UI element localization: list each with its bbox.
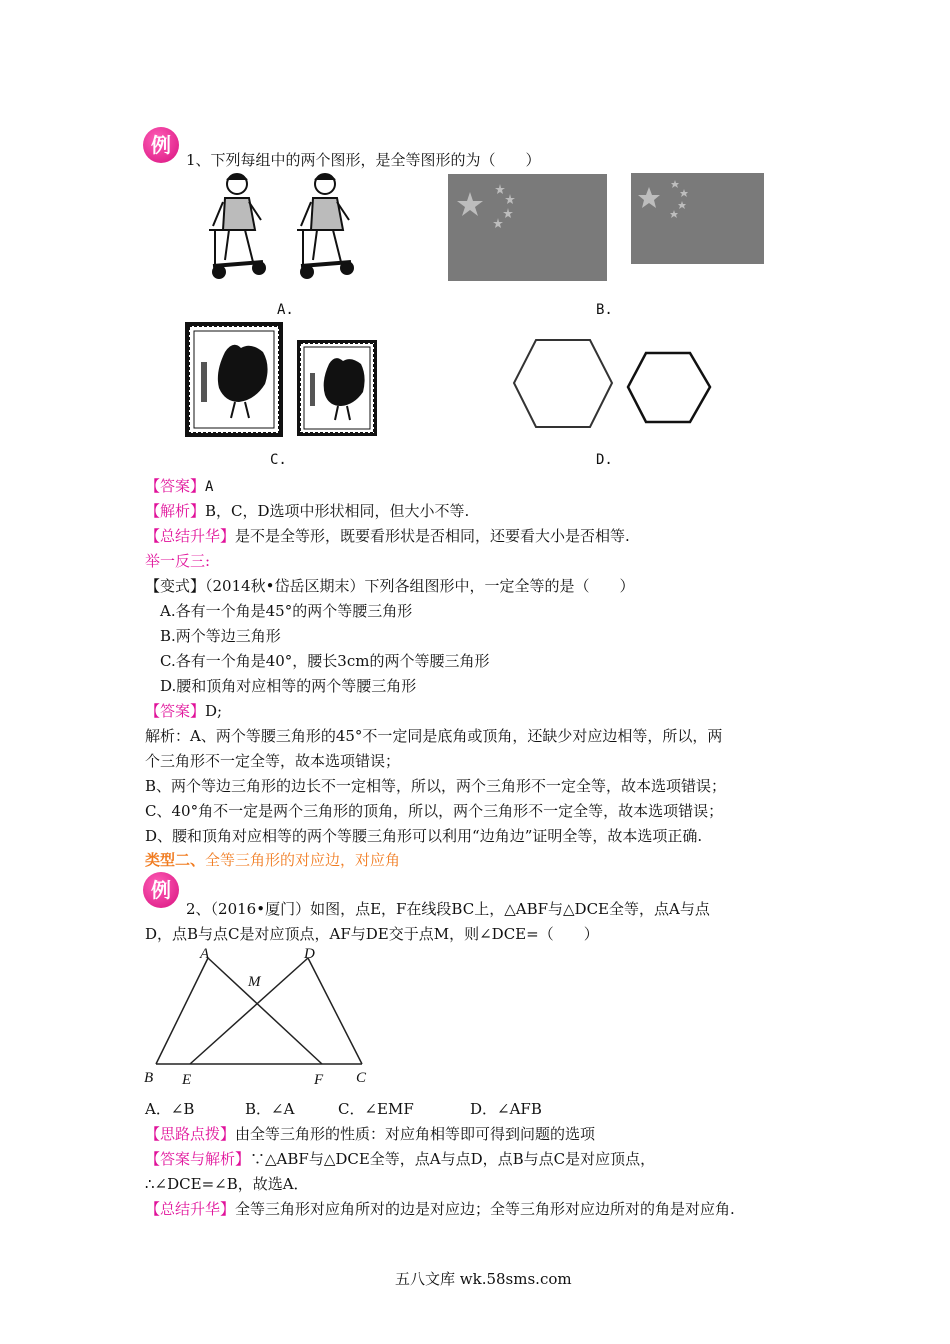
variant-question: 【变式】（2014秋•岱岳区期末）下列各组图形中，一定全等的是（ ） — [145, 577, 635, 595]
label-e: E — [182, 1072, 192, 1088]
child-left — [209, 174, 265, 278]
page-footer: 五八文库 wk.58sms.com — [395, 1270, 572, 1288]
type2-heading — [145, 850, 400, 870]
label-m: M — [248, 974, 261, 990]
example-badge-1: 例 — [143, 127, 179, 163]
variant-analysis-2: 个三角形不一定全等，故本选项错误； — [145, 752, 401, 770]
ex2-option-a: A．∠B — [145, 1100, 195, 1118]
ex2-summary-text: 全等三角形对应角所对的边是对应边；全等三角形对应边所对的角是对应角. — [235, 1200, 735, 1218]
variant-option-d: D.腰和顶角对应相等的两个等腰三角形 — [160, 677, 417, 695]
type2-tag: 类型二、 — [145, 851, 206, 869]
label-b: B — [144, 1070, 154, 1086]
question-2-line-1: 2、（2016•厦门）如图，点E，F在线段BC上，△ABF与△DCE全等，点A与点 — [186, 900, 710, 918]
type2-title: 全等三角形的对应边，对应角 — [205, 851, 401, 869]
figure-b-flag-small — [631, 173, 764, 264]
variant-analysis-4: C、40°角不一定是两个三角形的顶角，所以，两个三角形不一定全等，故本选项错误； — [145, 802, 724, 820]
answer-line-1 — [145, 476, 213, 497]
ex2-option-d: D．∠AFB — [470, 1100, 542, 1118]
caption-c: C. — [270, 452, 287, 468]
hint-text: 由全等三角形的性质：对应角相等即可得到问题的选项 — [235, 1125, 596, 1143]
figure-b-flag-large — [448, 174, 607, 281]
label-d: D — [304, 946, 315, 962]
question-2-line-2: D，点B与点C是对应顶点，AF与DE交于点M，则∠DCE=（ ） — [145, 925, 599, 943]
question-1: 1、下列每组中的两个图形，是全等图形的为（ ） — [186, 151, 541, 169]
label-a: A — [200, 946, 210, 962]
ex2-answer-2: ∴∠DCE=∠B，故选A． — [145, 1175, 309, 1193]
summary-tag: 【总结升华】 — [145, 527, 236, 545]
figure-a-scooter-children — [205, 170, 375, 290]
ex2-answer-1 — [145, 1149, 655, 1169]
variant-analysis-5: D、腰和顶角对应相等的两个等腰三角形可以利用“边角边”证明全等，故本选项正确. — [145, 827, 703, 845]
example-badge-2: 例 — [143, 872, 179, 908]
ex2-summary-tag: 【总结升华】 — [145, 1200, 236, 1218]
ex2-summary — [145, 1199, 735, 1219]
triangle-figure — [140, 942, 380, 1092]
label-f: F — [314, 1072, 324, 1088]
summary-text: 是不是全等形，既要看形状是否相同，还要看大小是否相等. — [235, 527, 630, 545]
variant-analysis-1: 解析：A、两个等腰三角形的45°不一定同是底角或顶角，还缺少对应边相等，所以，两 — [145, 727, 723, 745]
segment-ab — [156, 958, 208, 1064]
variant-answer-tag: 【答案】 — [145, 702, 206, 720]
analysis-text: B，C，D选项中形状相同，但大小不等. — [205, 502, 470, 520]
variant-answer — [145, 701, 222, 721]
answer-tag: 【答案】 — [145, 477, 206, 495]
child-right — [297, 174, 353, 278]
variant-option-b: B.两个等边三角形 — [160, 627, 281, 645]
ex2-option-c: C．∠EMF — [338, 1100, 414, 1118]
variant-option-c: C.各有一个角是40°，腰长3cm的两个等腰三角形 — [160, 652, 490, 670]
analysis-tag: 【解析】 — [145, 502, 206, 520]
hexagon-small — [628, 353, 710, 422]
hint-tag: 【思路点拨】 — [145, 1125, 236, 1143]
segment-dc — [308, 958, 362, 1064]
figure-c-stamp-small — [297, 340, 377, 436]
hexagon-large — [514, 340, 612, 427]
caption-d: D. — [596, 452, 613, 468]
summary-line-1 — [145, 526, 630, 546]
variant-analysis-3: B、两个等边三角形的边长不一定相等，所以，两个三角形不一定全等，故本选项错误； — [145, 777, 727, 795]
caption-a: A. — [277, 302, 294, 318]
variant-answer-value: D; — [205, 702, 223, 720]
ex2-answer-tag: 【答案与解析】 — [145, 1150, 251, 1168]
ex2-option-b: B．∠A — [245, 1100, 295, 1118]
variant-option-a: A.各有一个角是45°的两个等腰三角形 — [160, 602, 413, 620]
figure-c-stamp-large — [185, 322, 283, 437]
ex2-answer-text-1: ∵△ABF与△DCE全等，点A与点D，点B与点C是对应顶点， — [250, 1150, 656, 1168]
caption-b: B. — [596, 302, 613, 318]
segment-af — [208, 958, 322, 1064]
answer-value: A — [205, 479, 214, 495]
figure-d-hexagons — [508, 335, 718, 435]
label-c: C — [356, 1070, 367, 1086]
ex2-hint — [145, 1124, 595, 1144]
analysis-line-1 — [145, 501, 469, 521]
variant-heading: 举一反三: — [145, 552, 211, 570]
